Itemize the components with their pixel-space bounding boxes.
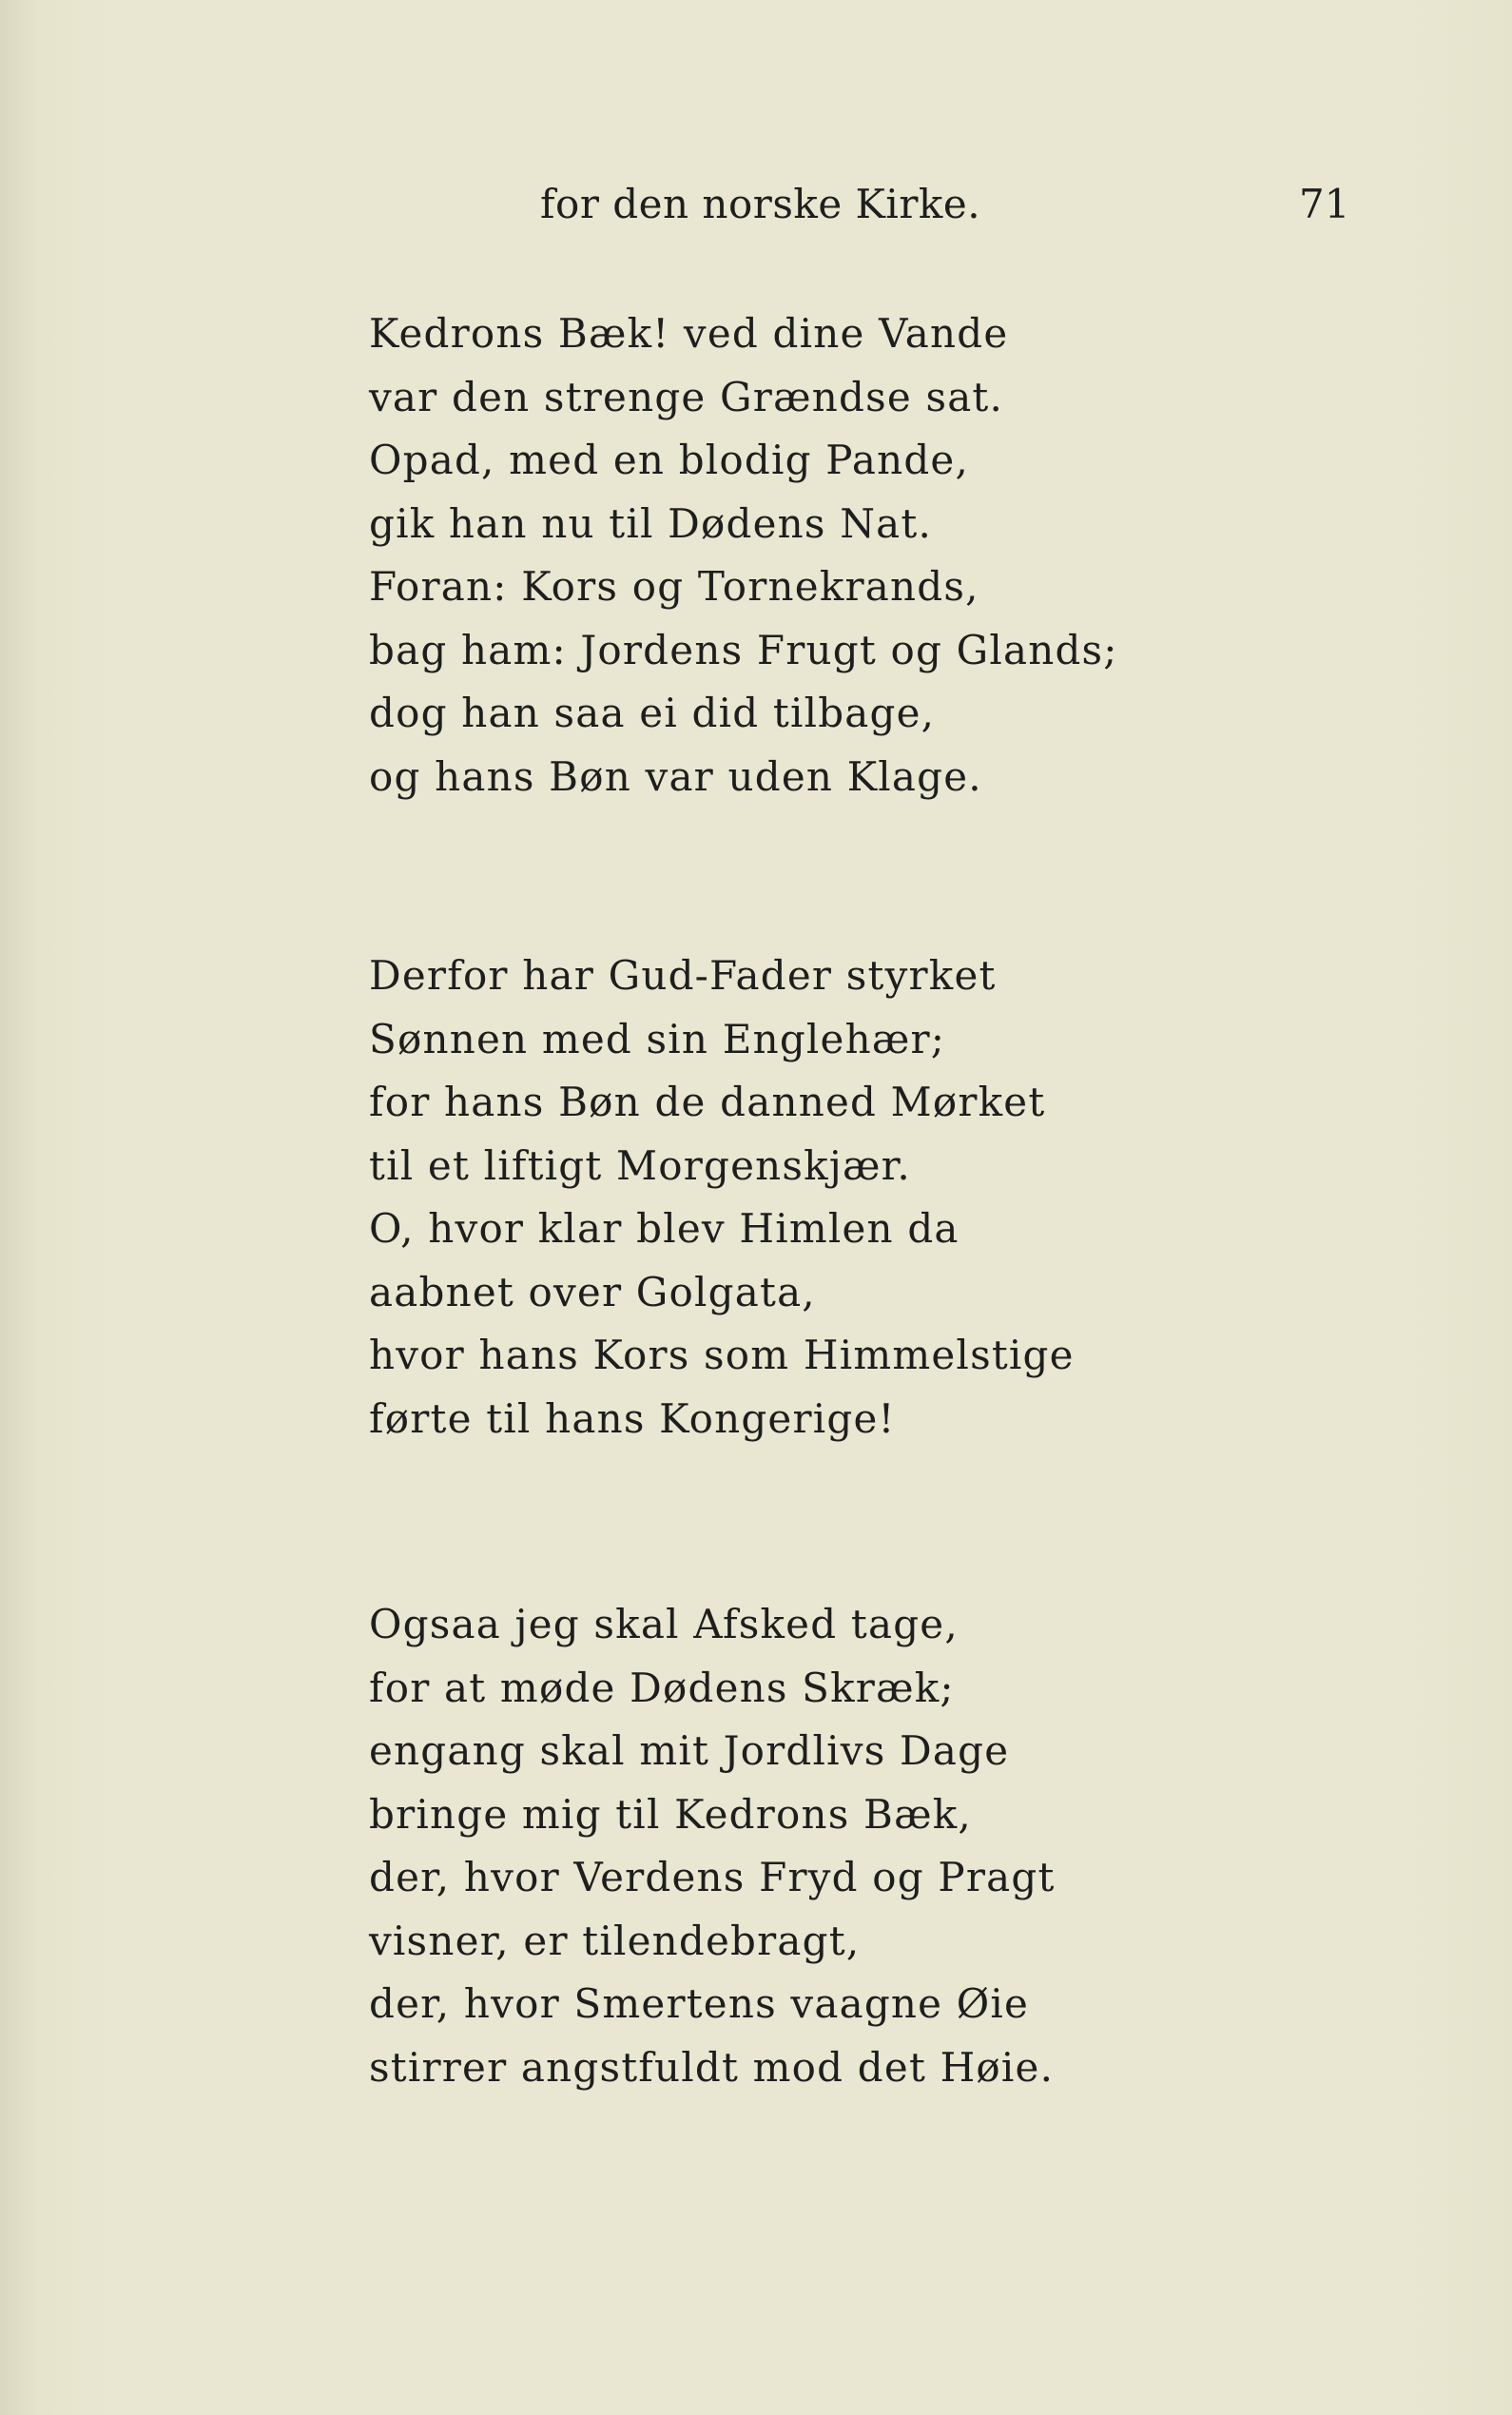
verse-line: bag ham: Jordens Frugt og Glands; [369,626,1118,673]
verse-line: visner, er tilendebragt, [369,1917,861,1964]
stanza-3 [369,1593,1320,2099]
verse-line: O, hvor klar blev Himlen da [369,1205,960,1252]
running-title: for den norske Kirke. [540,181,981,227]
verse-line: dog han saa ei did tilbage, [369,690,936,736]
verse-line: til et liftigt Morgenskjær. [369,1141,911,1189]
stanza-1 [369,302,1320,808]
verse-line: var den strenge Grændse sat. [369,373,1004,420]
page-number: 71 [1299,181,1350,227]
verse-line: engang skal mit Jordlivs Dage [369,1727,1010,1774]
verse-line: førte til hans Kongerige! [369,1394,896,1442]
verse-line: Kedrons Bæk! ved dine Vande [369,310,1009,357]
verse-line: for at møde Dødens Skræk; [369,1664,955,1711]
verse-line: og hans Bøn var uden Klage. [369,752,982,800]
verse-line: Foran: Kors og Tornekrands, [369,563,979,610]
verse-line: aabnet over Golgata, [369,1268,816,1315]
verse-line: gik han nu til Dødens Nat. [369,499,933,547]
verse-line: der, hvor Smertens vaagne Øie [369,1980,1030,2027]
verse-line: Ogsaa jeg skal Afsked tage, [369,1601,959,1647]
verse-line: Opad, med en blodig Pande, [369,437,970,483]
verse-line: bringe mig til Kedrons Bæk, [369,1790,972,1838]
stanza-2 [369,945,1320,1451]
verse-line: stirrer angstfuldt mod det Høie. [369,2043,1055,2091]
verse-line: for hans Bøn de danned Mørket [369,1079,1046,1125]
verse-line: hvor hans Kors som Himmelstige [369,1332,1075,1378]
verse-line: der, hvor Verdens Fryd og Pragt [369,1854,1056,1900]
verse-line: Sønnen med sin Englehær; [369,1015,946,1062]
verse-line: Derfor har Gud-Fader styrket [369,952,997,999]
